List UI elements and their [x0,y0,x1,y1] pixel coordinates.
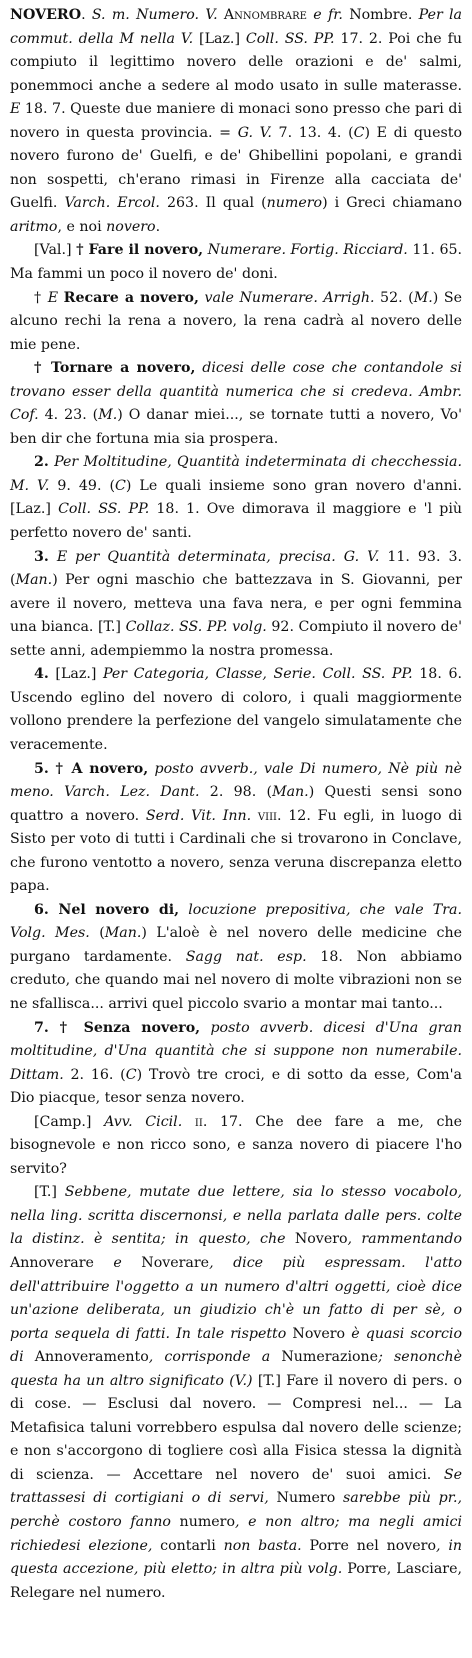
sense-heading: † Fare il novero, [76,242,204,259]
entry-text [200,1020,210,1036]
entry-paragraph [10,1111,462,1182]
dictionary-entry-novero [10,4,462,1605]
entry-text: Annoveramento [23,1349,149,1366]
entry-text: . [81,7,92,23]
entry-text: Numero [268,1490,343,1507]
entry-text: . [155,218,161,235]
entry-text [182,1114,195,1130]
sense-heading: 5. † A novero, [34,760,149,777]
entry-text: ) Per ogni maschio che battezzava in S. Giovanni, per avere il novero, metteva una fava nera, e per ogni femmina una bianca. [T.] [10,572,462,636]
italic-text: posto avverb., vale Di numero, Nè più nè meno. Varch. Lez. Dant. [10,760,462,801]
entry-text [179,902,188,918]
entry-text: 4. 23. ( [38,407,99,424]
entry-text: [T.] [34,1184,65,1201]
italic-text: Per Moltitudine, Quantità indeterminata di checchessia. M. V. [10,454,462,494]
italic-text: ; senonchè questa ha un altro significato (V.) [10,1349,462,1389]
entry-text: 11. 93. 3. ( [10,548,462,589]
entry-paragraph [10,1181,462,1605]
italic-text: Serd. Vit. Inn. [145,807,252,824]
entry-text: ) E di questo novero furono de' Guelfi, e de' Ghibellini popolani, e grandi non sospetti, ch'erano rimasi in Firenze alla cacciata de' Guelfi. [10,124,462,212]
entry-text: Novero [286,1325,352,1342]
entry-text: 18. Non abbiamo creduto, che quando mai nel novero di molte vibrazioni non se ne sfallisca... arrivi quel piccolo svario a montar mai tanto... [10,948,462,1012]
italic-text: Coll. SS. PP. [245,30,335,47]
italic-text: aritmo [10,218,58,235]
entry-paragraph [10,1017,462,1111]
italic-text: S. m. Numero. V. [91,7,218,23]
entry-text: contarli [152,1537,224,1554]
entry-text: Numerazione [270,1349,379,1366]
entry-text: 92. Compiuto il novero de' sette anni, adempiemmo la nostra promessa. [10,619,462,659]
italic-text: Sagg nat. esp. [185,948,307,965]
sense-heading: 7. † Senza novero, [34,1019,201,1036]
italic-text: è quasi scorcio di [10,1325,462,1366]
entry-text: 52. ( [374,289,414,306]
italic-text: E per Quantità determinata, precisa. G. V. [56,548,380,565]
italic-text: , corrisponde a [148,1349,271,1366]
entry-text: ) Le quali insieme sono gran novero d'anni. [Laz.] [10,477,462,518]
entry-text: 9. 49. ( [49,477,116,494]
entry-text: ) L'aloè è nel novero delle medicine che purgano tardamente. [10,925,462,965]
entry-text: 17. 2. Poi che fu compiuto il legittimo novero delle orazioni e de' salmi, ponemmoci anche a sedere al modo usato in sulle materasse. [10,30,462,94]
italic-text: Man. [15,572,53,589]
italic-text: , e non altro; ma negli amici richiedesi elezione, [10,1514,462,1554]
entry-text: [Laz.] [48,666,103,683]
entry-text: 263. Il qual ( [159,195,267,212]
italic-text: non basta. [223,1537,302,1554]
entry-text: Noverare [121,1254,210,1271]
entry-paragraph [10,546,462,664]
entry-paragraph [10,451,462,545]
entry-text: ii [194,1113,203,1130]
entry-text: Annoverare [10,1254,114,1271]
italic-text: numero [266,195,323,212]
italic-text: , dice più espressam. l'atto dell'attribuire l'oggetto a un numero d'altri oggetti, cioè dice un'azione deliberata, un giudizio ch'è un fatto di per sè, o porta sequela di fatti. In tale rispetto [10,1254,463,1342]
entry-text: numero [170,1514,236,1530]
italic-text: dicesi delle cose che contandole si trovano esser della quantità numerica che si credeva. Ambr. Cof. [10,360,462,424]
italic-text: posto avverb. dicesi d'Una gran moltitudine, d'Una quantità che si suppone non numerabile. Dittam. [10,1019,462,1083]
entry-paragraph [10,287,462,358]
italic-text: Coll. SS. PP. [58,501,150,518]
italic-text: Collaz. SS. PP. volg. [125,619,267,636]
entry-paragraph [10,663,462,757]
italic-text: C [353,124,365,141]
italic-text: Man. [272,784,309,801]
entry-text: Porre, Lasciare, Relegare nel numero. [10,1561,462,1601]
italic-text: vale Numerare. Arrigh. [204,289,375,306]
entry-paragraph [10,758,462,899]
italic-text: e fr. [313,7,343,23]
italic-text: Varch. Ercol. [64,195,160,212]
italic-text: C [115,477,126,494]
italic-text: G. V. [237,124,272,141]
entry-text: Porre nel novero [301,1537,437,1554]
entry-text [49,549,57,565]
italic-text: , in questa accezione, più eletto; in altra più volg. [10,1537,462,1578]
entry-text: ( [89,925,105,942]
entry-paragraph [10,239,462,286]
italic-text: Per Categoria, Classe, Serie. Coll. SS. PP. [102,666,413,683]
sense-heading: 3. [34,548,49,565]
entry-text: 18. 6. Uscendo eglino del novero di coloro, i quali maggiormente vollono prendere la perfezione del vangelo simulatamente che veracemente. [10,666,462,753]
italic-text: E [10,101,21,118]
sense-heading: NOVERO [10,7,82,23]
italic-text: M. [413,289,433,306]
entry-text: 11. 65. Ma fammi un poco il novero de' doni. [10,242,463,283]
entry-text [251,808,258,824]
entry-text: Nombre. [342,7,419,23]
italic-text: locuzione prepositiva, che vale Tra. Volg. Mes. [10,901,462,942]
entry-text: ) Questi sensi sono quattro a novero. [10,784,462,824]
entry-text: [Laz.] [193,30,246,47]
italic-text: Man. [104,925,142,942]
entry-paragraph [10,357,462,451]
entry-text: . 17. Che dee fare a me, che bisognevole e non ricco sono, e sanza novero di piacere l'ho servito? [10,1113,462,1177]
entry-text: ) Trovò tre croci, e di sotto da esse, Com'a Dio piacque, tesor senza novero. [10,1066,462,1107]
entry-text: ) i Greci chiamano [322,195,462,212]
sense-heading: 4. [34,666,49,683]
entry-text: [Camp.] [34,1113,105,1130]
italic-text: M. [98,407,118,424]
entry-text: viii [257,807,277,824]
entry-text: ) O danar miei..., se tornate tutti a novero, Vo' ben dir che fortuna mia sia prospera. [10,407,463,447]
italic-text: novero [106,218,156,235]
entry-paragraph [10,899,462,1017]
sense-heading: 6. Nel novero di, [34,901,180,918]
italic-text: Se trattassesi di cortigiani o di servi, [10,1466,462,1507]
entry-text: Novero [285,1231,348,1248]
italic-text: Avv. Cicil. [104,1113,183,1130]
italic-text: Per la commut. della M nella V. [10,7,463,47]
entry-text: 2. 98. ( [199,784,273,801]
sense-heading: † Tornare a novero, [34,360,196,377]
italic-text: Numerare. Fortig. Ricciard. [207,242,408,259]
italic-text: e [113,1254,122,1271]
entry-text: 2. 16. ( [63,1066,126,1083]
sense-heading: 2. [34,454,49,471]
italic-text: Sebbene, mutate due lettere, sia lo stesso vocabolo, nella ling. scritta discernonsi, e nella parlata dalle pers. colte la distinz. è sentita; in questo, che [10,1184,462,1248]
entry-text: 18. 1. Ove dimorava il maggiore e 'l più perfetto novero de' santi. [10,501,462,542]
entry-text: [T.] Fare il novero di pers. o di cose. — Esclusi dal novero. — Compresi nel... — La Metafisica taluni vorrebbero espulsa dal novero delle scienze; e non s'accorgono di togliere così alla Fisica stessa la dignità di scienza. — Accettare nel novero de' suoi amici. [10,1372,462,1483]
entry-text: 18. 7. Queste due maniere di monaci sono presso che pari di novero in questa provincia. = [10,101,462,141]
entry-text: † [34,289,48,306]
italic-text: E [47,289,59,306]
sense-heading: Recare a novero, [63,289,199,306]
entry-text: , e noi [57,218,107,235]
entry-paragraph [10,4,462,239]
entry-text: Annombrare [223,7,307,23]
italic-text: C [125,1066,137,1083]
entry-text: [Val.] [34,242,77,259]
entry-text: . 12. Fu egli, in luogo di Sisto per voto di tutti i Cardinali che si trovarono in Conclave, che furono ventotto a novero, senza veruna discrepanza eletto papa. [10,807,462,895]
italic-text: , rammentando [347,1231,462,1248]
italic-text: sarebbe più pr., perchè costoro fanno [10,1490,462,1530]
entry-text: 7. 13. 4. ( [271,124,354,141]
entry-text: ) Se alcuno rechi la rena a novero, la rena cadrà al novero delle mie pene. [10,289,463,353]
